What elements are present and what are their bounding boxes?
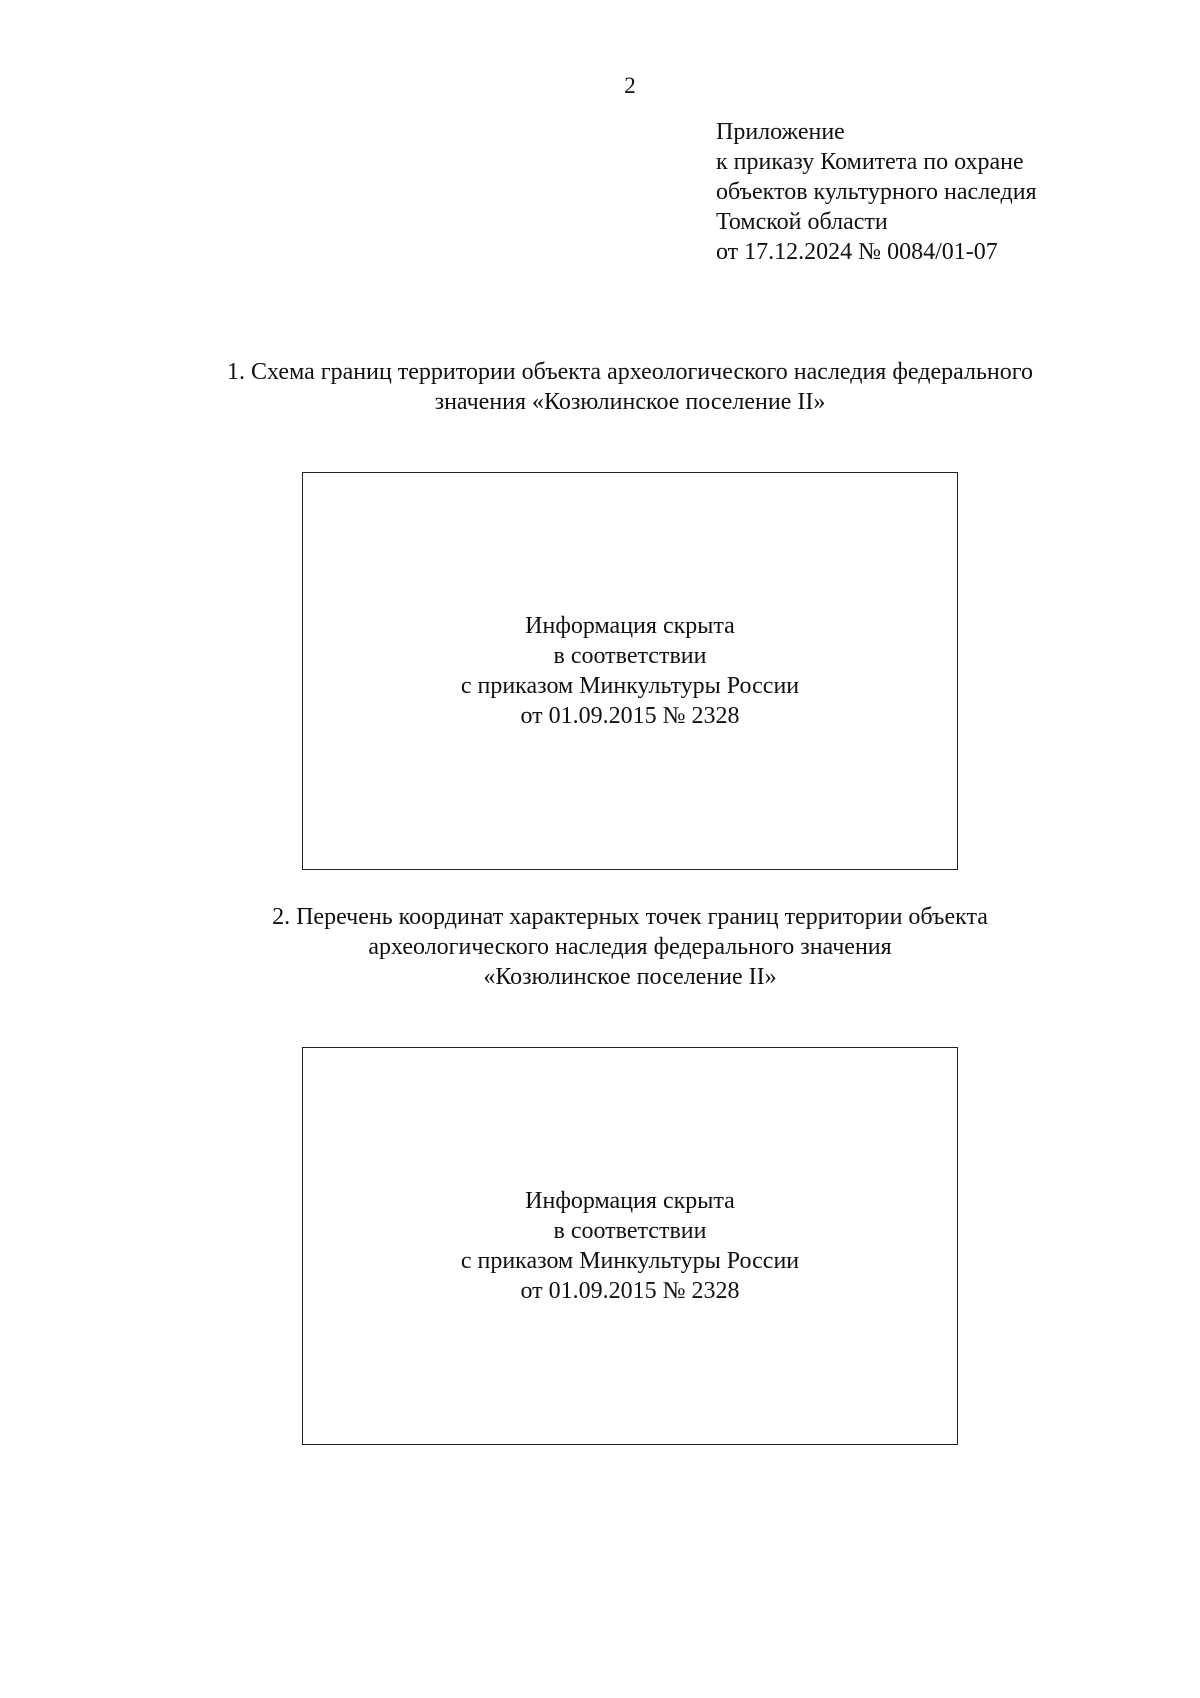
hidden-info-line: с приказом Минкультуры России <box>460 1248 800 1274</box>
appendix-line: к приказу Комитета по охране <box>716 149 1024 175</box>
heading-line: 2. Перечень координат характерных точек границ территории объекта <box>272 904 988 930</box>
section-2-hidden-info-box <box>302 1047 958 1445</box>
heading-line: 1. Схема границ территории объекта археологического наследия федерального <box>227 359 1033 385</box>
heading-line: археологического наследия федерального значения <box>368 934 892 960</box>
hidden-info-line: от 01.09.2015 № 2328 <box>520 703 740 729</box>
hidden-info-line: от 01.09.2015 № 2328 <box>520 1278 740 1304</box>
appendix-title: Приложение <box>716 119 845 145</box>
hidden-info-line: в соответствии <box>553 1218 707 1244</box>
heading-line: «Козюлинское поселение II» <box>483 964 777 990</box>
appendix-line: Томской области <box>716 209 888 235</box>
section-1-heading <box>0 357 1200 417</box>
appendix-line: объектов культурного наследия <box>716 179 1037 205</box>
appendix-header <box>716 117 1176 267</box>
hidden-info-line: Информация скрыта <box>525 613 735 639</box>
heading-line: значения «Козюлинское поселение II» <box>434 389 826 415</box>
appendix-order-date-number: от 17.12.2024 № 0084/01-07 <box>716 239 998 265</box>
section-1-hidden-info-box <box>302 472 958 870</box>
section-2-heading <box>0 902 1200 992</box>
hidden-info-line: с приказом Минкультуры России <box>460 673 800 699</box>
hidden-info-line: Информация скрыта <box>525 1188 735 1214</box>
hidden-info-line: в соответствии <box>553 643 707 669</box>
page-number: 2 <box>624 73 636 98</box>
